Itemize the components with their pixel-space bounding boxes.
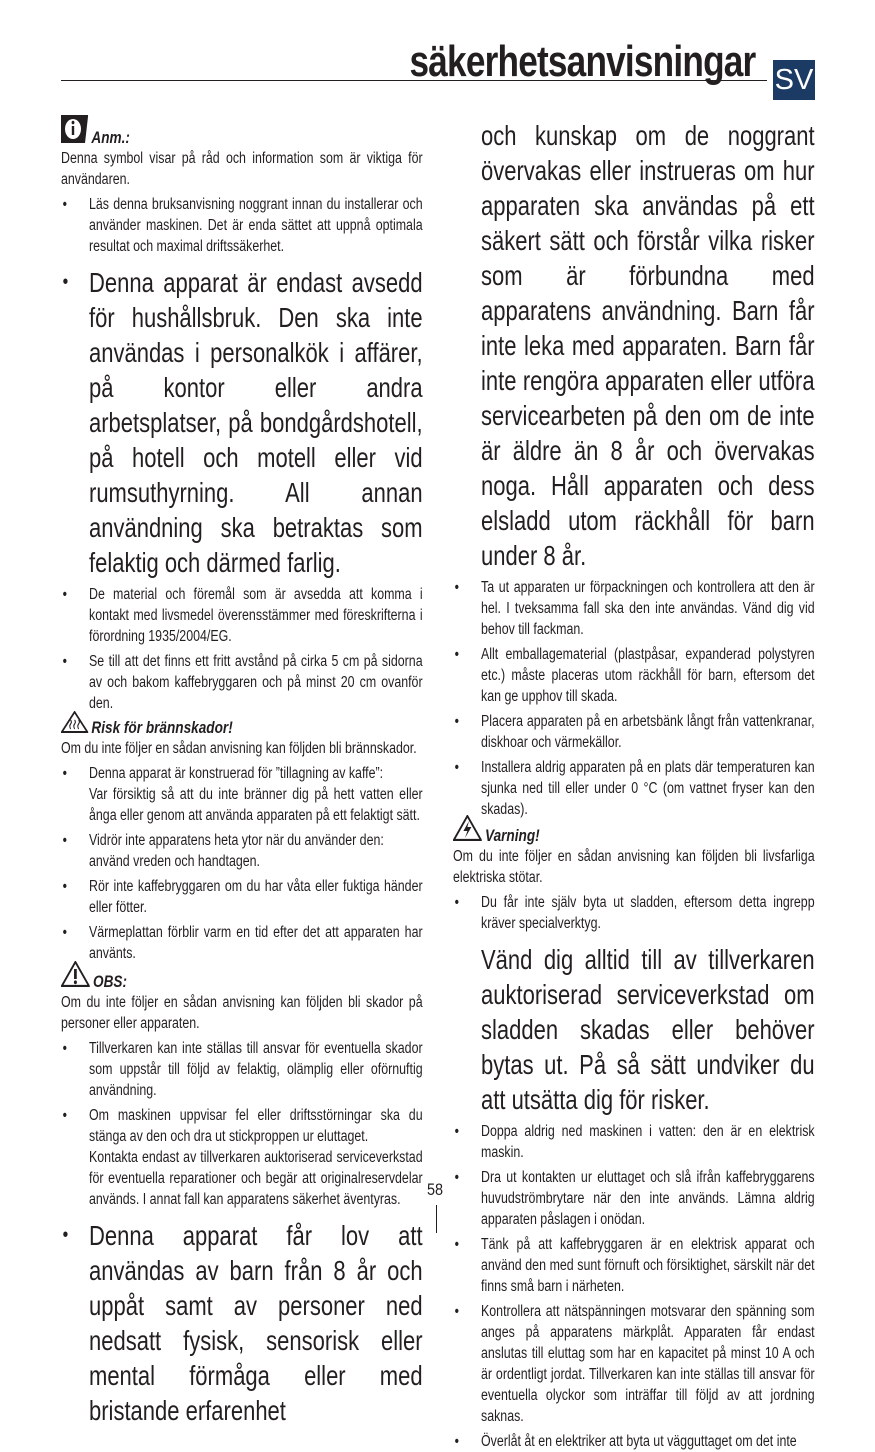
left-bullets-b	[61, 584, 423, 714]
list-item	[61, 830, 423, 872]
list-item	[61, 1038, 423, 1101]
list-item	[61, 876, 423, 918]
burn-label: Risk för brännskador!	[91, 718, 233, 737]
language-badge: SV	[773, 60, 815, 100]
right-bullets-a	[453, 577, 815, 820]
big-indented: Vänd dig alltid till av tillverkaren auktoriserad serviceverkstad om sladden skadas eller behöver bytas ut. På så sätt undviker du att utsätta dig för risker.	[481, 944, 815, 1115]
burn-text: Om du inte följer en sådan anvisning kan följden bli brännskador.	[61, 740, 417, 757]
list-item	[61, 1105, 423, 1210]
list-item: • Se till att det finns ett fritt avstånd på cirka 5 cm på sidorna av och bakom kaffebryggaren och på minst 20 cm ovanför den.	[61, 651, 423, 714]
list-item: • Ta ut apparaten ur förpackningen och kontrollera att den är hel. I tveksamma fall ska den inte användas. Vänd dig vid behov till fackman.	[453, 577, 815, 640]
list-item: • Placera apparaten på en arbetsbänk långt från vattenkranar, diskhoar och värmekällor.	[453, 711, 815, 753]
page-title: säkerhetsanvisningar	[409, 37, 755, 86]
list-item-line1: • Denna apparat är konstruerad för ”tillagning av kaffe”:	[89, 765, 384, 782]
list-item: • Kontrollera att nätspänningen motsvarar den spänning som anges på apparatens märkplåt. Apparaten får endast anslutas till eluttag som har en kapacitet på minst 10 A och är ordentligt jordat. Tillverkaren kan inte ställas till ansvar för eventuella olyckor som inträffar till följd av att jordning saknas.	[453, 1301, 815, 1427]
list-item-line1: • Om maskinen uppvisar fel eller driftsstörningar ska du stänga av den och dra ut stickproppen ur eluttaget.	[89, 1107, 423, 1145]
warning-text: Om du inte följer en sådan anvisning kan följden bli livsfarliga elektriska stötar.	[453, 848, 815, 886]
left-column	[61, 118, 423, 1428]
hot-surface-icon	[61, 711, 88, 738]
big-continuation: och kunskap om de noggrant övervakas eller instrueras om hur apparaten ska användas på ett säkert sätt och förstår vilka risker som är förbundna med apparatens användning. Barn får inte leka med apparaten. Barn får inte rengöra apparaten eller utföra servicearbeten på den om de inte är äldre än 8 år och övervakas noga. Håll apparaten och dess elsladd utom räckhåll för barn under 8 år.	[481, 120, 815, 571]
warning-triangle-icon	[61, 961, 90, 992]
right-column	[453, 118, 815, 1452]
list-item: • Installera aldrig apparaten på en plats där temperaturen kan sjunka ned till eller under 0 °C (om vattnet fryser kan den skadas).	[453, 757, 815, 820]
big-list-item: • Denna apparat får lov att användas av barn från 8 år och uppåt samt av personer ned nedsatt fysisk, sensorisk eller mental förmåga eller med bristande erfarenhet	[61, 1218, 423, 1428]
anm-label: Anm.:	[91, 128, 130, 147]
warning-heading	[453, 820, 815, 846]
list-item: • Allt emballagematerial (plastpåsar, expanderad polystyren etc.) måste placeras utom räckhåll för barn, eftersom det kan ge upphov till skada.	[453, 644, 815, 707]
left-big-bullet-1	[61, 265, 423, 580]
right-bullets-c	[453, 1121, 815, 1452]
obs-label: OBS:	[93, 972, 127, 991]
obs-text: Om du inte följer en sådan anvisning kan följden bli skador på personer eller apparaten.	[61, 994, 423, 1032]
right-bullets-b	[453, 892, 815, 934]
left-big-bullet-2	[61, 1218, 423, 1428]
anm-heading	[61, 118, 423, 148]
warning-label: Varning!	[485, 826, 540, 845]
info-icon	[61, 115, 88, 148]
footer-rule	[436, 1205, 437, 1233]
burn-heading	[61, 714, 423, 738]
left-bullets-d	[61, 1038, 423, 1210]
list-item: • Du får inte själv byta ut sladden, eftersom detta ingrepp kräver specialverktyg.	[453, 892, 815, 934]
obs-heading	[61, 964, 423, 992]
list-item-line1: • Tillverkaren kan inte ställas till ansvar för eventuella skador som uppstår till följd av felaktig, olämplig eller oförnuftig användning.	[89, 1040, 423, 1099]
list-item: • Dra ut kontakten ur eluttaget och slå ifrån kaffebryggarens huvudströmbrytare när den inte används. Lämna aldrig apparaten påslagen i onödan.	[453, 1167, 815, 1230]
list-item	[61, 763, 423, 826]
anm-text: Denna symbol visar på råd och information som är viktiga för användaren.	[61, 150, 423, 188]
left-bullets-c	[61, 763, 423, 964]
left-bullets-a	[61, 194, 423, 257]
list-item: • Tänk på att kaffebryggaren är en elektrisk apparat och använd den med sunt förnuft och försiktighet, särskilt när det finns små barn i närheten.	[453, 1234, 815, 1297]
list-item-line2: Var försiktig så att du inte bränner dig på hett vatten eller ånga eller genom att använda apparaten på ett felaktigt sätt.	[89, 786, 423, 824]
list-item: • Läs denna bruksanvisning noggrant innan du installerar och använder maskinen. Det är enda sättet att uppnå optimala resultat och maximal driftssäkerhet.	[61, 194, 423, 257]
list-item	[61, 922, 423, 964]
list-item: • Doppa aldrig ned maskinen i vatten: den är en elektrisk maskin.	[453, 1121, 815, 1163]
list-item: • De material och föremål som är avsedda att komma i kontakt med livsmedel överensstämmer med föreskrifterna i förordning 1935/2004/EG.	[61, 584, 423, 647]
big-list-item: • Denna apparat är endast avsedd för hushållsbruk. Den ska inte användas i personalkök i affärer, på kontor eller andra arbetsplatser, på bondgårdshotell, på hotell och motell eller vid rumsuthyrning. All annan användning ska betraktas som felaktig och därmed farlig.	[61, 265, 423, 580]
list-item-line1: • Vidrör inte apparatens heta ytor när du använder den:	[89, 832, 384, 849]
list-item: • Överlåt åt en elektriker att byta ut vägguttaget om det inte	[453, 1431, 815, 1452]
list-item-line2: använd vreden och handtagen.	[89, 853, 260, 870]
page-number: 58	[426, 1180, 444, 1199]
list-item-line2: Kontakta endast av tillverkaren auktoriserad serviceverkstad för eventuella reparationer och begär att originalreservdelar används. I annat fall kan apparatens säkerhet äventyras.	[89, 1149, 423, 1208]
list-item-line1: • Värmeplattan förblir varm en tid efter det att apparaten har använts.	[89, 924, 423, 962]
list-item-line1: • Rör inte kaffebryggaren om du har våta eller fuktiga händer eller fötter.	[89, 878, 423, 916]
